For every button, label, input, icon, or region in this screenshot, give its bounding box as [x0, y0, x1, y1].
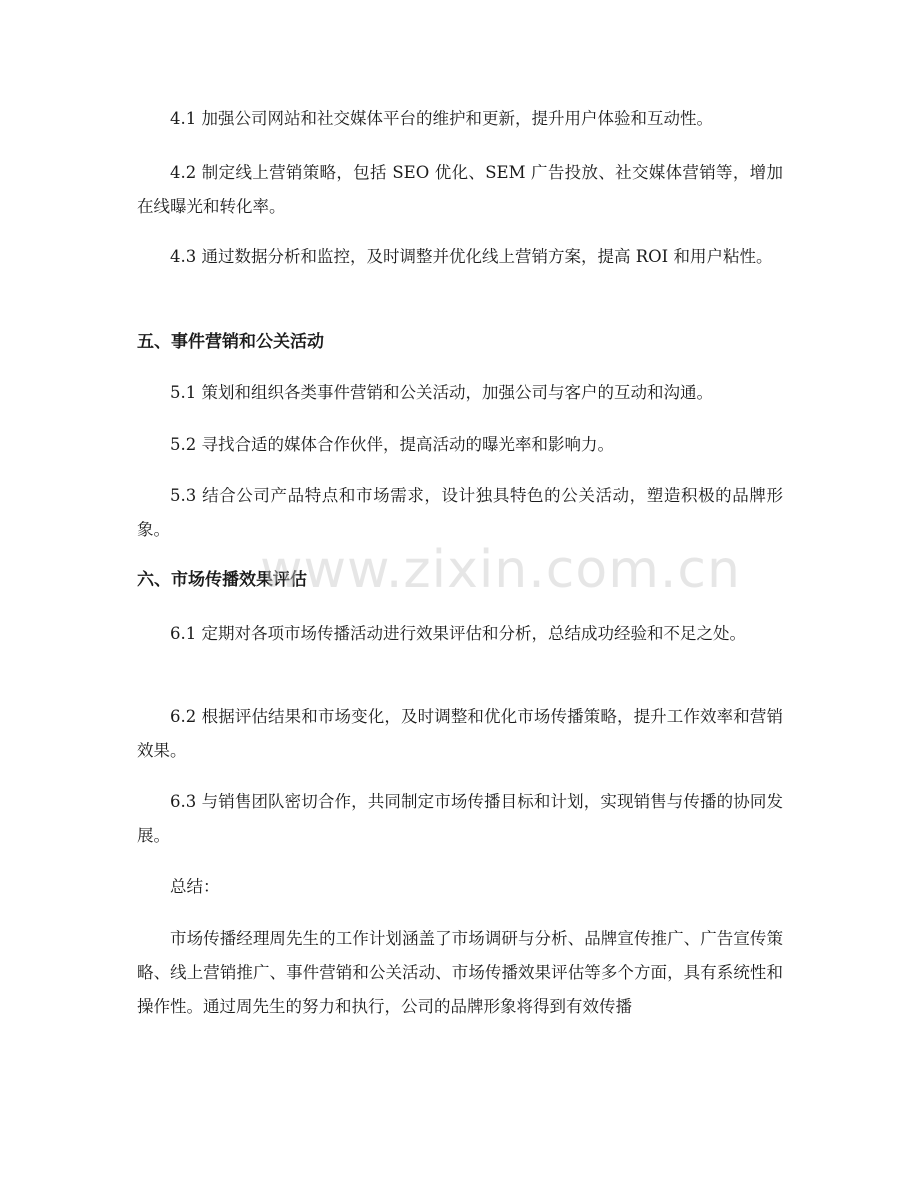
section-heading-6: 六、市场传播效果评估	[137, 570, 307, 590]
paragraph-4-1: 4.1 加强公司网站和社交媒体平台的维护和更新，提升用户体验和互动性。	[170, 109, 713, 128]
section-heading-5: 五、事件营销和公关活动	[137, 332, 324, 352]
summary-label: 总结：	[170, 877, 220, 896]
paragraph-6-3: 6.3 与销售团队密切合作，共同制定市场传播目标和计划，实现销售与传播的协同发展。	[137, 792, 783, 845]
paragraph-5-3: 5.3 结合公司产品特点和市场需求，设计独具特色的公关活动，塑造积极的品牌形象。	[137, 486, 783, 539]
paragraph-5-1: 5.1 策划和组织各类事件营销和公关活动，加强公司与客户的互动和沟通。	[170, 383, 713, 402]
summary-paragraph: 市场传播经理周先生的工作计划涵盖了市场调研与分析、品牌宣传推广、广告宣传策略、线上营销推广、事件营销和公关活动、市场传播效果评估等多个方面，具有系统性和操作性。通过周先生的努力和执行，公司的品牌形象将得到有效传播	[137, 929, 783, 1016]
paragraph-6-2: 6.2 根据评估结果和市场变化，及时调整和优化市场传播策略，提升工作效率和营销效果。	[137, 707, 783, 760]
watermark: www.zixin.com.cn	[260, 540, 741, 600]
paragraph-5-2: 5.2 寻找合适的媒体合作伙伴，提高活动的曝光率和影响力。	[170, 435, 614, 454]
paragraph-4-3: 4.3 通过数据分析和监控，及时调整并优化线上营销方案，提高 ROI 和用户粘性。	[170, 247, 773, 266]
paragraph-4-2: 4.2 制定线上营销策略，包括 SEO 优化、SEM 广告投放、社交媒体营销等，增加在线曝光和转化率。	[137, 163, 783, 216]
paragraph-6-1: 6.1 定期对各项市场传播活动进行效果评估和分析，总结成功经验和不足之处。	[170, 624, 746, 643]
